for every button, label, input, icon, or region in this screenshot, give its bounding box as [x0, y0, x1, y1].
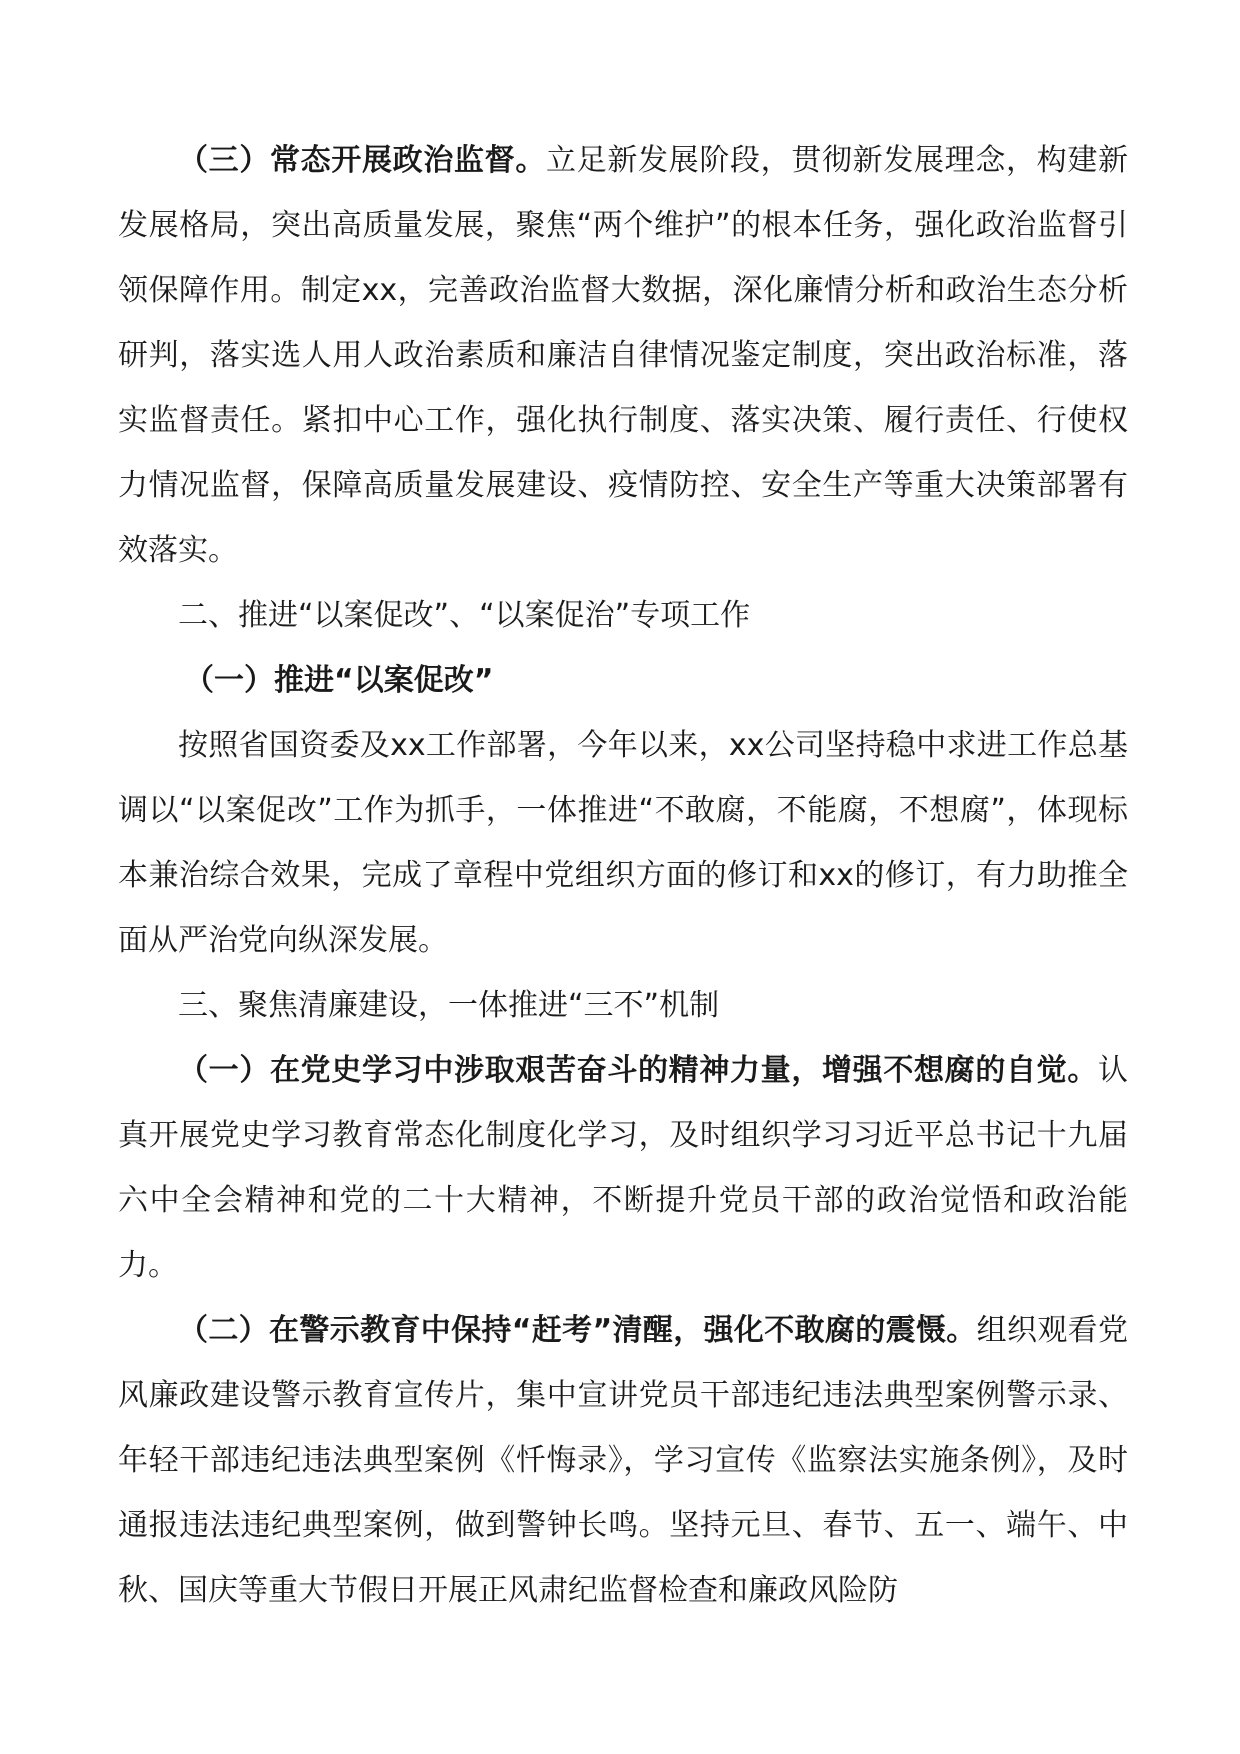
paragraph-body: 组织观看党风廉政建设警示教育宣传片，集中宣讲党员干部违纪违法典型案例警示录、年轻干部违纪违法典型案例《忏悔录》，学习宣传《监察法实施条例》，及时通报违法违纪典型案例，做到警钟长鸣。坚持元旦、春节、五一、端午、中秋、国庆等重大节假日开展正风肃纪监督检查和廉政风险防 [118, 1313, 1129, 1608]
paragraph-body: 认真开展党史学习教育常态化制度化学习，及时组织学习习近平总书记十九届六中全会精神和党的二十大精神，不断提升党员干部的政治觉悟和政治能力。 [118, 1053, 1128, 1283]
section-heading-three: 三、聚焦清廉建设，一体推进“三不”机制 [178, 988, 720, 1023]
paragraph-heading: （三）常态开展政治监督。 [178, 143, 546, 178]
section-heading-two: 二、推进“以案促改”、“以案促治”专项工作 [178, 598, 751, 633]
paragraph-political-supervision [118, 128, 1128, 583]
paragraph-heading: （二）在警示教育中保持“赶考”清醒，强化不敢腐的震慑。 [178, 1313, 977, 1348]
paragraph-body: 立足新发展阶段，贯彻新发展理念，构建新发展格局，突出高质量发展，聚焦“两个维护”的根本任务，强化政治监督引领保障作用。制定xx，完善政治监督大数据，深化廉情分析和政治生态分析研判，落实选人用人政治素质和廉洁自律情况鉴定制度，突出政治标准，落实监督责任。紧扣中心工作，强化执行制度、落实决策、履行责任、行使权力情况监督，保障高质量发展建设、疫情防控、安全生产等重大决策部署有效落实。 [118, 143, 1128, 568]
paragraph-party-history [118, 1038, 1128, 1298]
paragraph-case-reform: 按照省国资委及xx工作部署，今年以来，xx公司坚持稳中求进工作总基调以“以案促改”工作为抓手，一体推进“不敢腐，不能腐，不想腐”，体现标本兼治综合效果，完成了章程中党组织方面的修订和xx的修订，有力助推全面从严治党向纵深发展。 [118, 728, 1128, 958]
paragraph-warning-education [118, 1298, 1128, 1623]
subsection-heading: （一）推进“以案促改” [184, 663, 494, 698]
paragraph-heading: （一）在党史学习中涉取艰苦奋斗的精神力量，增强不想腐的自觉。 [178, 1053, 1098, 1088]
document-page [118, 128, 1128, 1623]
